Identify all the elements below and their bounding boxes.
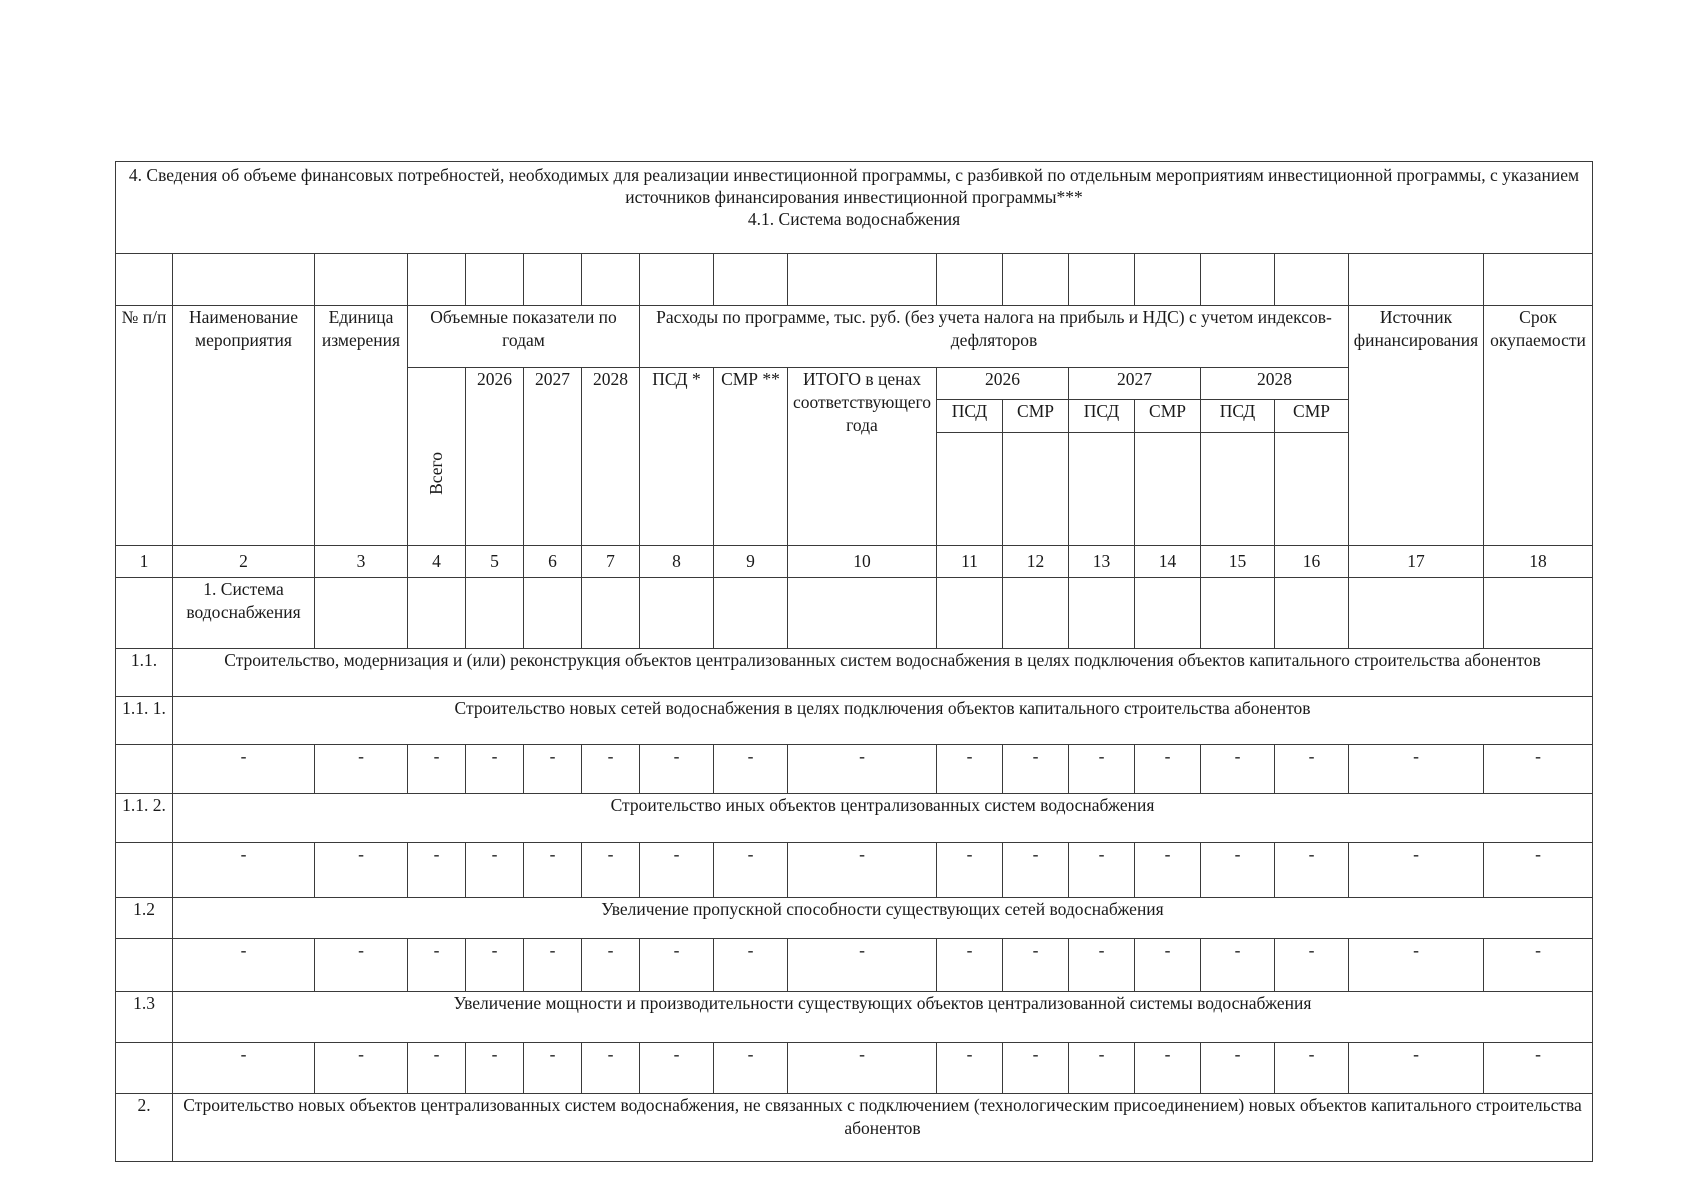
- subsection-row: [116, 992, 1593, 1043]
- dash-cell: -: [524, 745, 582, 794]
- header-total: Всего: [408, 368, 466, 546]
- header-vol-2027: 2027: [524, 368, 582, 546]
- dash-cell: -: [1484, 1043, 1593, 1094]
- dash-row: [116, 1043, 1593, 1094]
- header-vol-2026: 2026: [466, 368, 524, 546]
- dash-cell: -: [524, 939, 582, 992]
- dash-cell: -: [1275, 1043, 1349, 1094]
- dash-cell: -: [1069, 939, 1135, 992]
- header-2027-psd: ПСД: [1069, 400, 1135, 433]
- dash-cell: -: [408, 843, 466, 898]
- column-number: 11: [937, 546, 1003, 578]
- dash-cell: -: [582, 843, 640, 898]
- dash-row: [116, 843, 1593, 898]
- dash-cell: -: [1275, 939, 1349, 992]
- column-number: 16: [1275, 546, 1349, 578]
- dash-cell: -: [714, 1043, 788, 1094]
- dash-cell: -: [1003, 745, 1069, 794]
- dash-cell: -: [466, 939, 524, 992]
- table-title-cell: [116, 162, 1593, 254]
- dash-cell: -: [1349, 745, 1484, 794]
- subsection-title: Увеличение мощности и производительности существующих объектов централизованной системы водоснабжения: [173, 992, 1593, 1043]
- header-unit: Единица измерения: [315, 306, 408, 546]
- dash-row: [116, 745, 1593, 794]
- dash-cell: -: [1003, 939, 1069, 992]
- column-number: 2: [173, 546, 315, 578]
- column-number: 18: [1484, 546, 1593, 578]
- dash-cell: -: [1135, 843, 1201, 898]
- dash-cell: -: [937, 843, 1003, 898]
- section-1-name: 1. Система водоснабжения: [173, 578, 315, 649]
- column-number: 12: [1003, 546, 1069, 578]
- dash-cell: -: [937, 745, 1003, 794]
- investment-program-table: [115, 161, 1593, 1162]
- dash-cell: -: [524, 1043, 582, 1094]
- dash-cell: -: [173, 843, 315, 898]
- header-exp-2028: 2028: [1201, 368, 1349, 400]
- column-number: 1: [116, 546, 173, 578]
- subsection-number: 1.2: [116, 898, 173, 939]
- header-payback: Срок окупаемости: [1484, 306, 1593, 546]
- dash-cell: -: [315, 939, 408, 992]
- dash-cell: -: [1135, 1043, 1201, 1094]
- dash-cell: -: [1201, 1043, 1275, 1094]
- subsection-number: 1.1. 1.: [116, 697, 173, 745]
- subsection-row: [116, 794, 1593, 843]
- dash-cell: -: [714, 843, 788, 898]
- dash-cell: -: [1201, 843, 1275, 898]
- column-number: 4: [408, 546, 466, 578]
- dash-cell: -: [466, 745, 524, 794]
- dash-cell: -: [1349, 843, 1484, 898]
- header-psd-star: ПСД *: [640, 368, 714, 546]
- subsection-title: Строительство новых сетей водоснабжения в целях подключения объектов капитального строительства абонентов: [173, 697, 1593, 745]
- header-exp-2026: 2026: [937, 368, 1069, 400]
- dash-cell: -: [1069, 1043, 1135, 1094]
- column-number: 15: [1201, 546, 1275, 578]
- dash-cell: -: [788, 745, 937, 794]
- header-num: № п/п: [116, 306, 173, 546]
- subsection-row: [116, 649, 1593, 697]
- dash-cell: -: [466, 843, 524, 898]
- dash-cell: -: [788, 843, 937, 898]
- dash-cell: -: [173, 745, 315, 794]
- section-1-row: [116, 578, 1593, 649]
- column-number: 9: [714, 546, 788, 578]
- header-exp-2027: 2027: [1069, 368, 1201, 400]
- dash-cell: -: [640, 939, 714, 992]
- dash-cell: -: [315, 843, 408, 898]
- subsection-row: [116, 1094, 1593, 1162]
- dash-cell: -: [714, 939, 788, 992]
- subsection-title: Строительство, модернизация и (или) реконструкция объектов централизованных систем водоснабжения в целях подключения объектов капитального строительства абонентов: [173, 649, 1593, 697]
- column-number: 10: [788, 546, 937, 578]
- dash-cell: -: [582, 939, 640, 992]
- column-number: 6: [524, 546, 582, 578]
- header-2028-psd: ПСД: [1201, 400, 1275, 433]
- column-number: 8: [640, 546, 714, 578]
- dash-cell: -: [1275, 843, 1349, 898]
- header-2026-smr: СМР: [1003, 400, 1069, 433]
- dash-cell: -: [315, 745, 408, 794]
- dash-cell: -: [1201, 745, 1275, 794]
- dash-cell: -: [788, 939, 937, 992]
- dash-cell: -: [1349, 939, 1484, 992]
- dash-cell: -: [1484, 843, 1593, 898]
- dash-cell: -: [1484, 745, 1593, 794]
- table-subtitle: 4.1. Система водоснабжения: [747, 209, 961, 229]
- dash-cell: -: [173, 939, 315, 992]
- header-vol-2028: 2028: [582, 368, 640, 546]
- dash-cell: -: [582, 1043, 640, 1094]
- dash-cell: -: [582, 745, 640, 794]
- column-number: 13: [1069, 546, 1135, 578]
- header-name: Наименование мероприятия: [173, 306, 315, 546]
- dash-cell: -: [1484, 939, 1593, 992]
- dash-cell: -: [640, 745, 714, 794]
- dash-cell: -: [408, 1043, 466, 1094]
- subsection-title: Строительство иных объектов централизованных систем водоснабжения: [173, 794, 1593, 843]
- header-itogo: ИТОГО в ценах соответствующего года: [788, 368, 937, 546]
- header-smr-star: СМР **: [714, 368, 788, 546]
- table-title: 4. Сведения об объеме финансовых потребностей, необходимых для реализации инвестиционной программы, с разбивкой по отдельным мероприятиям инвестиционной программы, с указанием источников финансирования инвестиционной программы***: [128, 165, 1580, 207]
- header-2028-smr: СМР: [1275, 400, 1349, 433]
- header-2027-smr: СМР: [1135, 400, 1201, 433]
- dash-cell: -: [1201, 939, 1275, 992]
- subsection-number: 2.: [116, 1094, 173, 1162]
- dash-cell: -: [524, 843, 582, 898]
- dash-cell: -: [408, 939, 466, 992]
- dash-cell: -: [640, 843, 714, 898]
- dash-cell: -: [1275, 745, 1349, 794]
- dash-cell: -: [466, 1043, 524, 1094]
- subsection-row: [116, 898, 1593, 939]
- header-2026-psd: ПСД: [937, 400, 1003, 433]
- dash-cell: -: [937, 1043, 1003, 1094]
- subsection-row: [116, 697, 1593, 745]
- column-number: 3: [315, 546, 408, 578]
- subsection-title: Увеличение пропускной способности существующих сетей водоснабжения: [173, 898, 1593, 939]
- column-number: 17: [1349, 546, 1484, 578]
- dash-cell: -: [1135, 939, 1201, 992]
- dash-cell: -: [1003, 843, 1069, 898]
- dash-cell: -: [1069, 745, 1135, 794]
- dash-cell: -: [315, 1043, 408, 1094]
- dash-row: [116, 939, 1593, 992]
- dash-cell: -: [714, 745, 788, 794]
- dash-cell: -: [1069, 843, 1135, 898]
- subsection-title: Строительство новых объектов централизованных систем водоснабжения, не связанных с подключением (технологическим присоединением) новых объектов капитального строительства абонентов: [173, 1094, 1593, 1162]
- dash-cell: -: [788, 1043, 937, 1094]
- subsection-number: 1.3: [116, 992, 173, 1043]
- column-number: 5: [466, 546, 524, 578]
- subsection-number: 1.1.: [116, 649, 173, 697]
- dash-cell: -: [408, 745, 466, 794]
- header-source: Источник финансирования: [1349, 306, 1484, 546]
- dash-cell: -: [1135, 745, 1201, 794]
- header-volume-group: Объемные показатели по годам: [408, 306, 640, 368]
- subsection-number: 1.1. 2.: [116, 794, 173, 843]
- blank-row: [116, 254, 1593, 306]
- header-expenses-group: Расходы по программе, тыс. руб. (без учета налога на прибыль и НДС) с учетом индексов-дефляторов: [640, 306, 1349, 368]
- dash-cell: -: [173, 1043, 315, 1094]
- column-number: 7: [582, 546, 640, 578]
- dash-cell: -: [1003, 1043, 1069, 1094]
- dash-cell: -: [1349, 1043, 1484, 1094]
- dash-cell: -: [937, 939, 1003, 992]
- column-number: 14: [1135, 546, 1201, 578]
- column-number-row: [116, 546, 1593, 578]
- dash-cell: -: [640, 1043, 714, 1094]
